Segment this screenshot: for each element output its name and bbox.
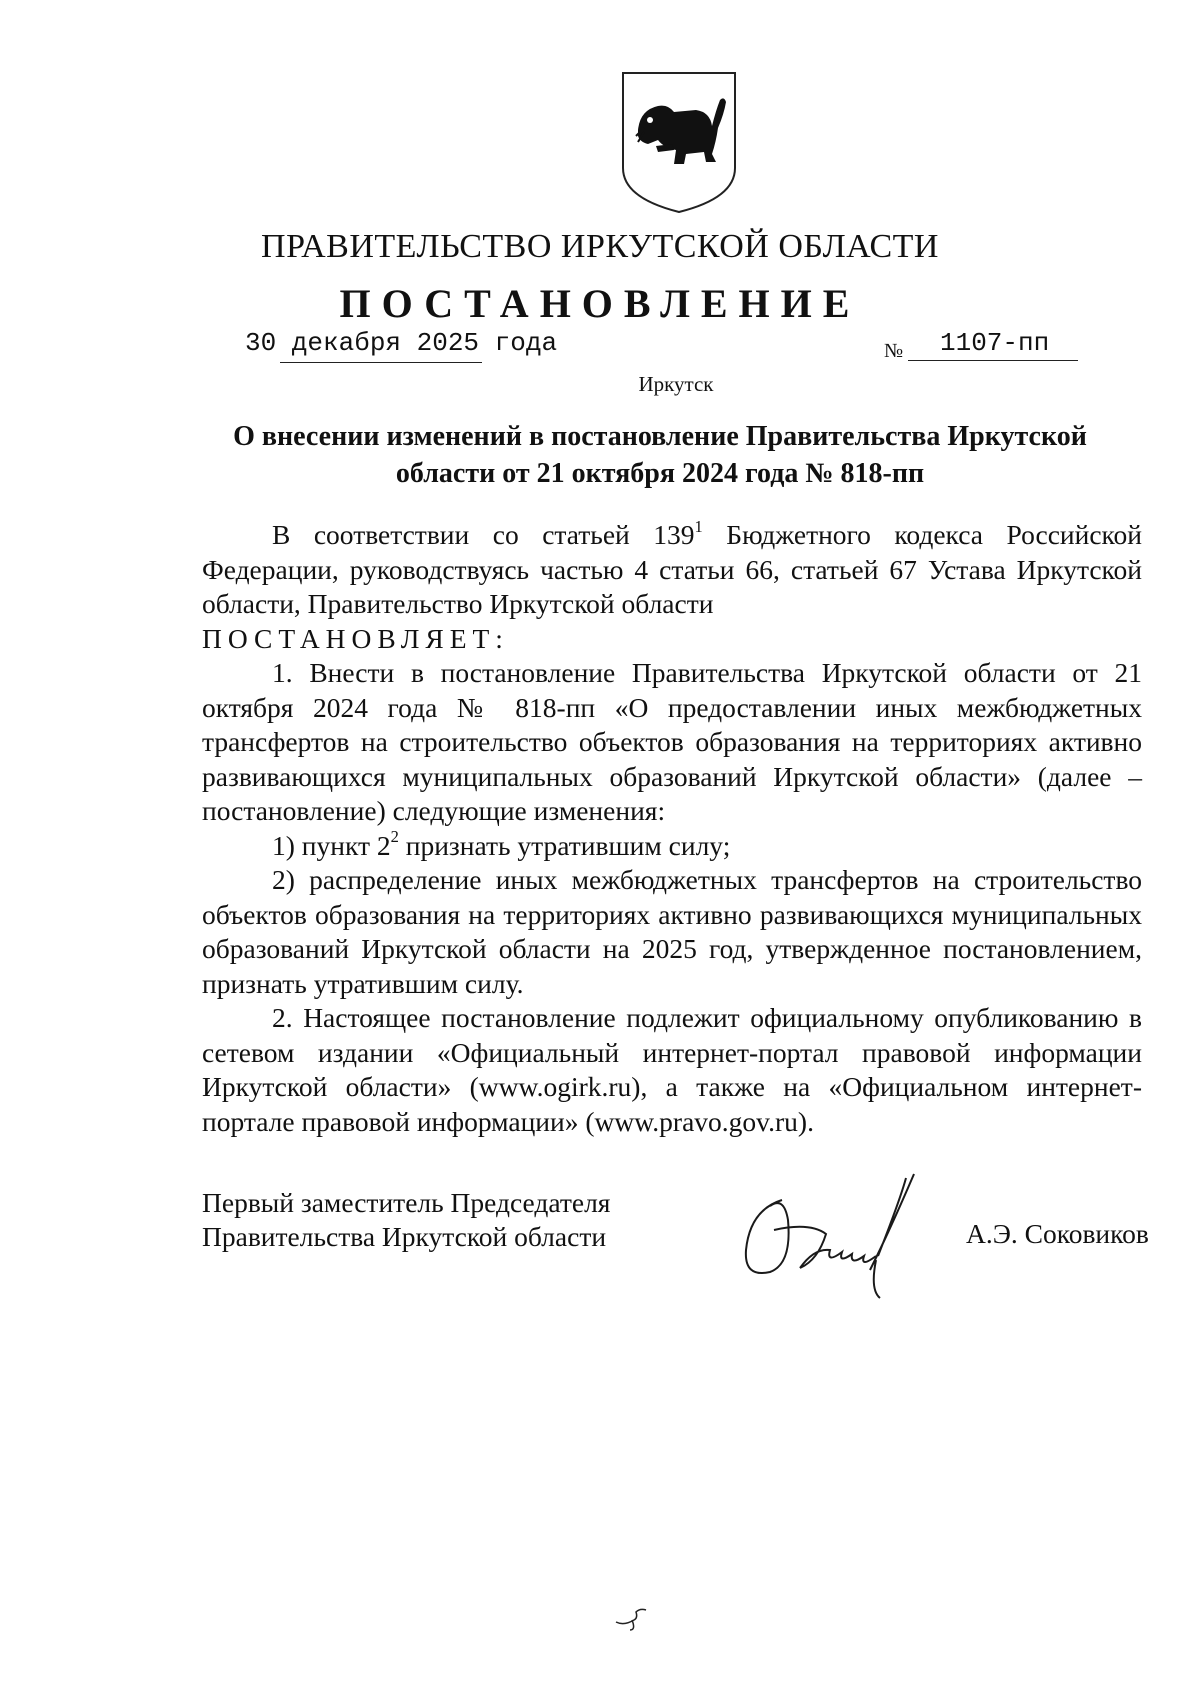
resolves-word: ПОСТАНОВЛЯЕТ: (202, 622, 509, 654)
item-1-sub-1-end: признать утратившим силу; (398, 829, 731, 861)
signer-position-line-1: Первый заместитель Председателя (202, 1187, 611, 1218)
document-type-title: ПОСТАНОВЛЕНИЕ (339, 281, 861, 326)
item-1-sub-1-superscript: 2 (390, 827, 399, 847)
city-name: Иркутск (638, 372, 714, 396)
preamble-superscript: 1 (694, 516, 703, 536)
document-subject (160, 418, 1160, 492)
document-body (202, 518, 1142, 1139)
preamble-paragraph (202, 518, 1142, 622)
number-sign: № (884, 340, 904, 362)
date-underline (280, 362, 482, 363)
item-1-sub-1-start: 1) пункт 2 (272, 829, 391, 861)
irkutsk-coat-of-arms-icon (620, 70, 738, 215)
number-underline (908, 360, 1078, 361)
subject-line-1: О внесении изменений в постановление Правительства Иркутской (233, 421, 1087, 452)
page-mark-icon (614, 1606, 658, 1632)
handwritten-signature-icon (730, 1160, 930, 1310)
signer-position (202, 1186, 610, 1254)
item-2-paragraph: 2. Настоящее постановление подлежит официальному опубликованию в сетевом издании «Официальный интернет-портал правовой информации Иркутской области» (www.ogirk.ru), а также на «Официальном интернет-портале правовой информации» (www.pravo.gov.ru). (202, 1002, 1142, 1137)
document-number: 1107-пп (940, 328, 1050, 358)
signer-name: А.Э. Соковиков (966, 1218, 1149, 1249)
government-name: ПРАВИТЕЛЬСТВО ИРКУТСКОЙ ОБЛАСТИ (261, 228, 939, 265)
subject-line-2: области от 21 октября 2024 года № 818-пп (395, 458, 925, 489)
document-date: 30 декабря 2025 года (245, 328, 558, 358)
preamble-text-end: Бюджетного кодекса Российской Федерации, руководствуясь частью 4 статьи 66, статьей 67 Устава Иркутской области, Правительство Иркутской области (202, 519, 1142, 619)
preamble-text-start: В соответствии со статьей 139 (272, 519, 695, 550)
item-1-paragraph: 1. Внести в постановление Правительства Иркутской области от 21 октября 2024 года № 818-пп «О предоставлении иных межбюджетных трансфертов на строительство объектов образования на территориях активно развивающихся муниципальных образований Иркутской области» (далее – постановление) следующие изменения: (202, 657, 1142, 826)
item-1-sub-2-paragraph: 2) распределение иных межбюджетных трансфертов на строительство объектов образования на территориях активно развивающихся муниципальных образований Иркутской области на 2025 год, утвержденное постановлением, признать утратившим силу. (202, 864, 1142, 999)
signer-position-line-2: Правительства Иркутской области (202, 1221, 607, 1252)
item-1-sub-1-paragraph (202, 829, 1142, 864)
